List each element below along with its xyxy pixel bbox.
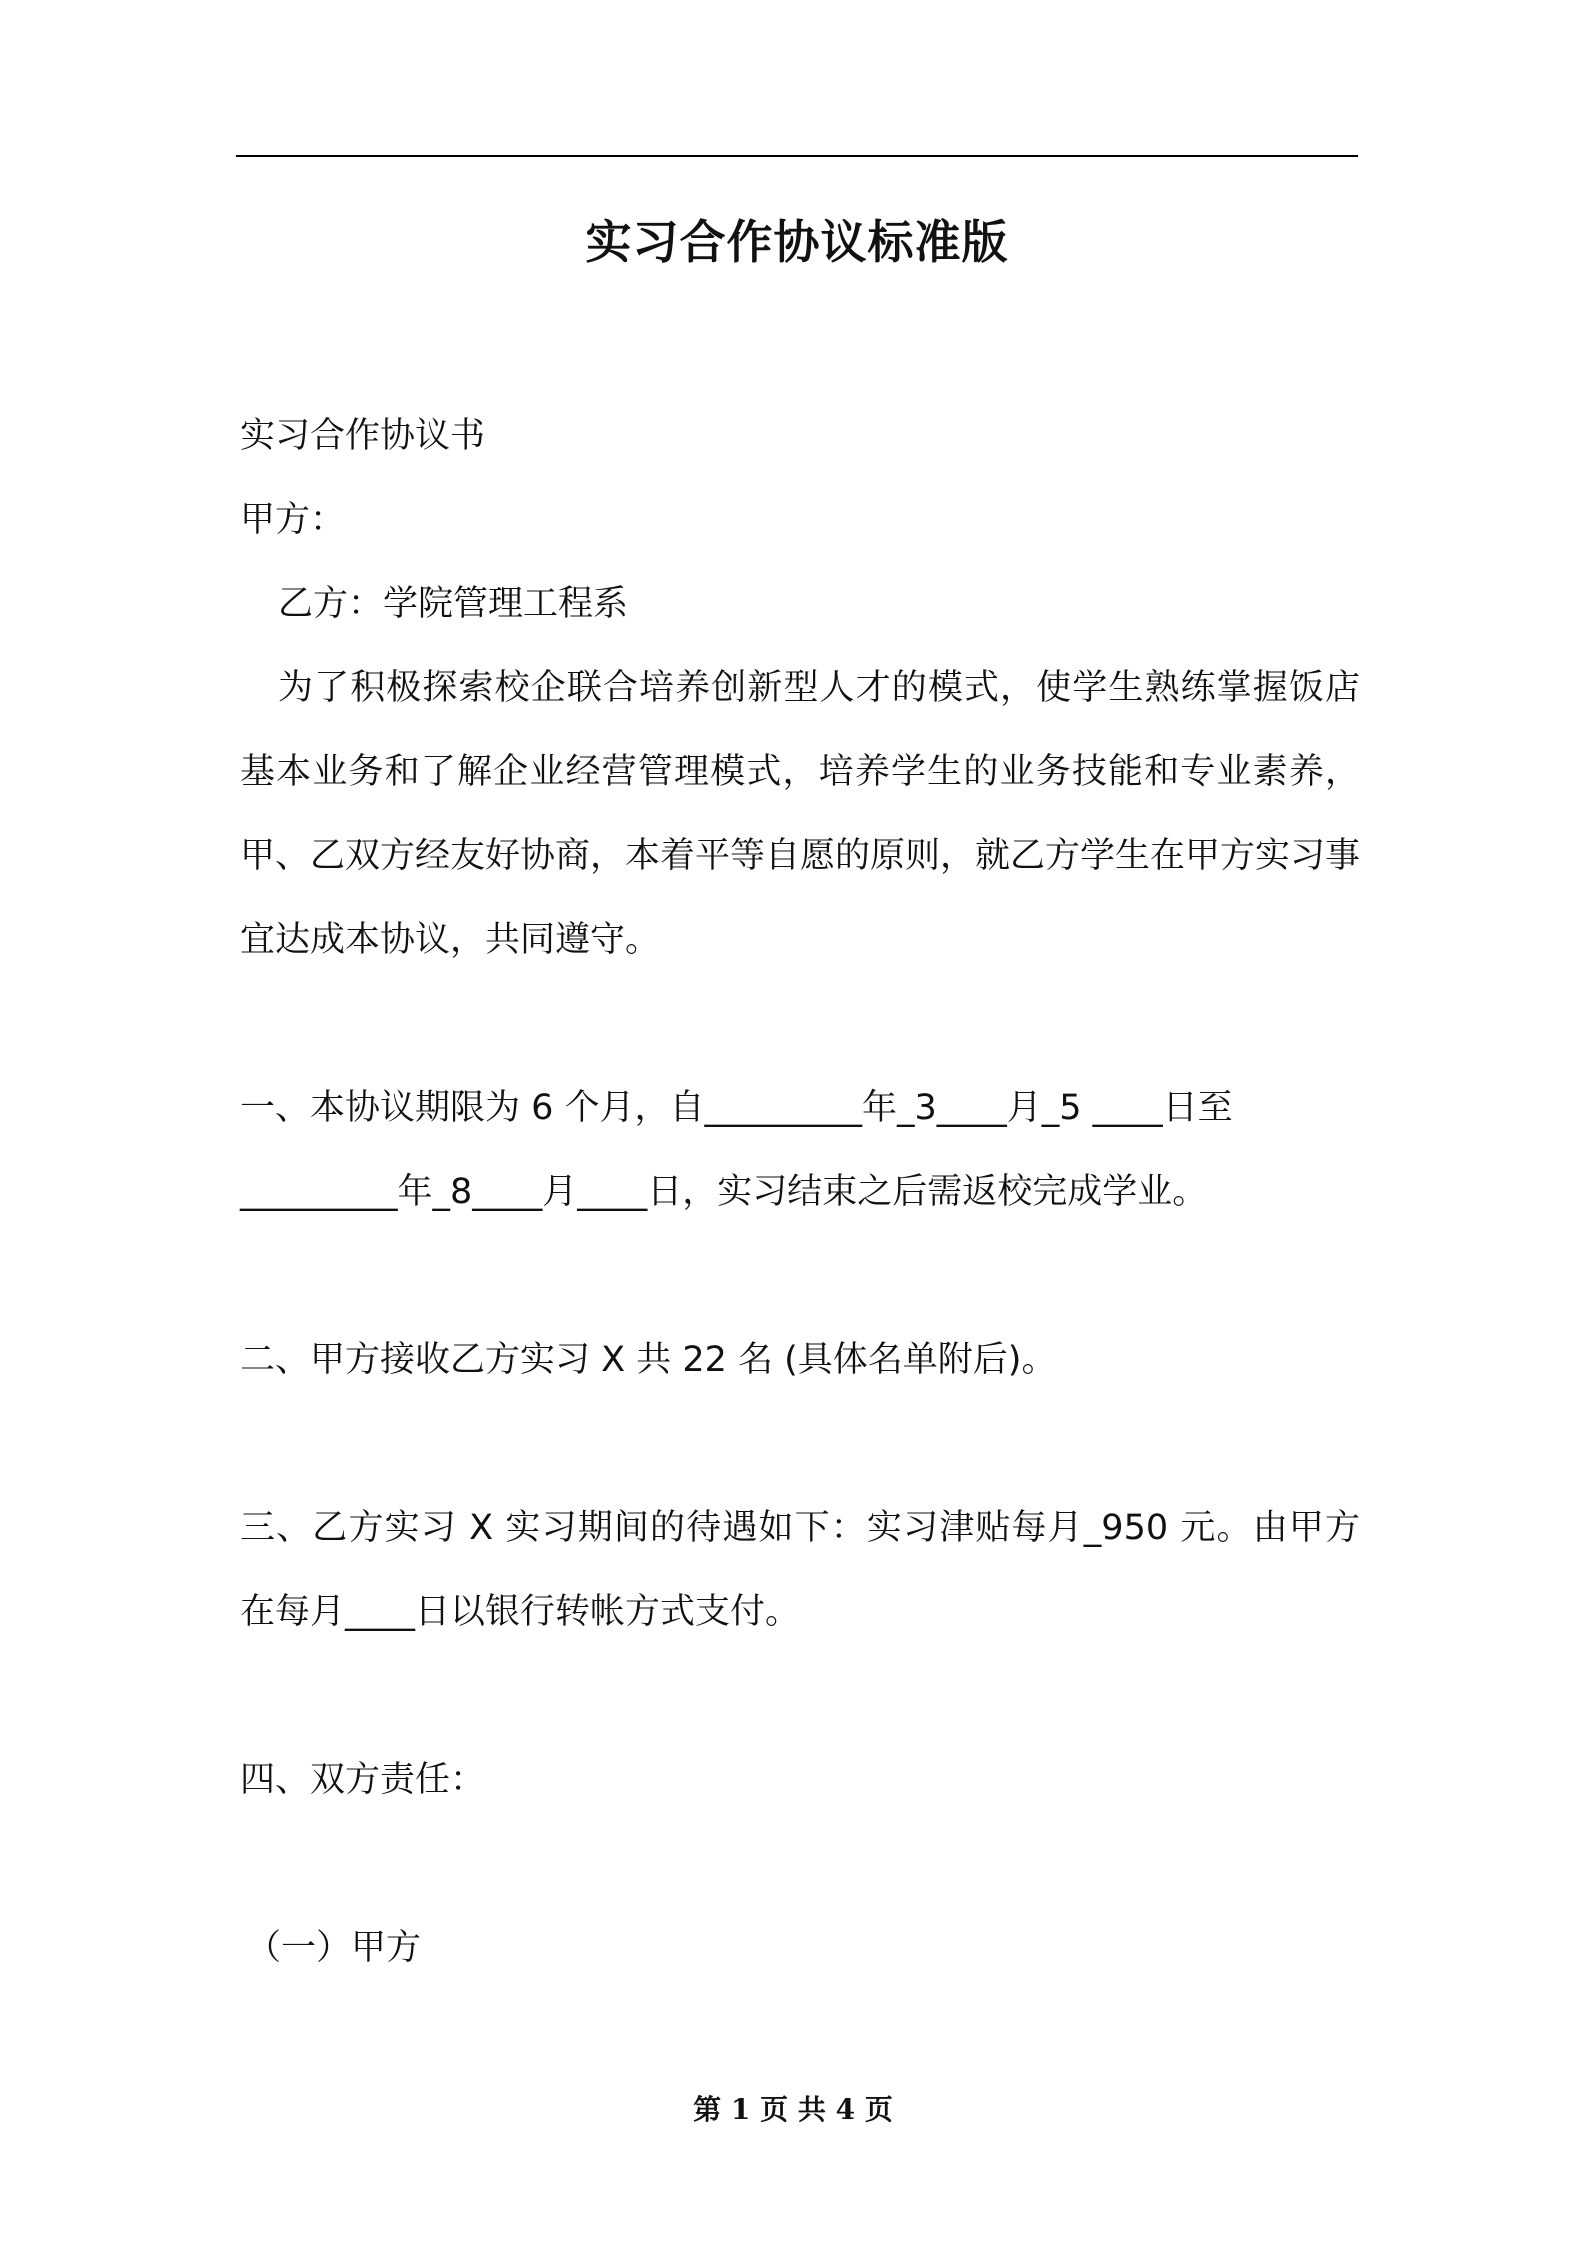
clause-four-sub-a: （一）甲方: [246, 1928, 422, 1968]
document-title: 实习合作协议标准版: [585, 215, 1009, 269]
party-a-line: 甲方：: [240, 500, 346, 540]
purpose-paragraph: 为了积极探索校企联合培养创新型人才的模式，使学生熟练掌握饭店基本业务和了解企业经营管理模式，培养学生的业务技能和专业素养，甲、乙双方经友好协商，本着平等自愿的原则，就乙方学生在甲方实习事宜达成本协议，共同遵守。: [240, 668, 1361, 960]
clause-two: 二、甲方接收乙方实习 X 共 22 名 (具体名单附后)。: [240, 1340, 1057, 1380]
clause-three: 三、乙方实习 X 实习期间的待遇如下：实习津贴每月_950 元。由甲方在每月____日以银行转帐方式支付。: [240, 1508, 1360, 1632]
clause-one-line1: 一、本协议期限为 6 个月，自_________年_3____月_5 ____日至: [240, 1088, 1233, 1128]
clause-four-heading: 四、双方责任：: [240, 1760, 486, 1800]
party-b-line: 乙方：学院管理工程系: [278, 584, 629, 624]
header-rule: [236, 155, 1358, 157]
clause-one-line2: _________年_8____月____日，实习结束之后需返校完成学业。: [240, 1172, 1208, 1212]
agreement-heading: 实习合作协议书: [240, 416, 486, 456]
page-footer: 第 1 页 共 4 页: [693, 2093, 893, 2126]
